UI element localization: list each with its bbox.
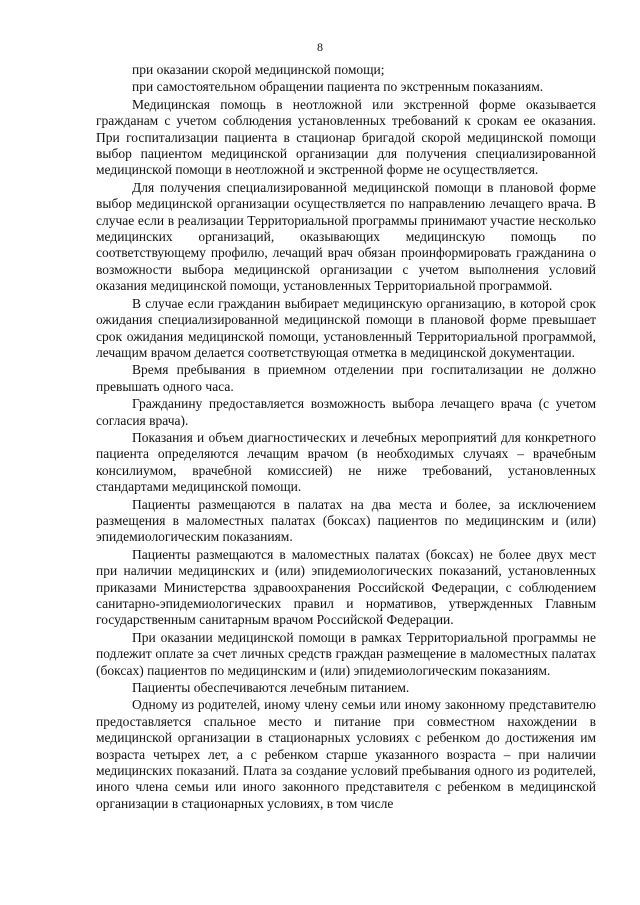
- paragraph: Пациенты размещаются в маломестных палатах (боксах) не более двух мест при наличии медицинских и (или) эпидемиологических показаний, установленных приказами Министерства здравоохранения Российской Федерации, с соблюдением санитарно-эпидемиологических правил и нормативов, утвержденных Главным государственным санитарным врачом Российской Федерации.: [96, 546, 596, 628]
- paragraph: при оказании скорой медицинской помощи;: [132, 62, 385, 77]
- paragraph: при самостоятельном обращении пациента по экстренным показаниям.: [132, 79, 544, 95]
- paragraph: При оказании медицинской помощи в рамках Территориальной программы не подлежит оплате за счет личных средств граждан размещение в маломестных палатах (боксах) пациентов по медицинским и (или) эпидемиологическим показаниям.: [96, 629, 596, 678]
- paragraph: В случае если гражданин выбирает медицинскую организацию, в которой срок ожидания специализированной медицинской помощи в плановой форме превышает срок ожидания медицинской помощи, установленный Территориальной программой, лечащим врачом делается соответствующая отметка в медицинской документации.: [96, 295, 596, 360]
- page-number: 8: [317, 40, 323, 54]
- paragraph: Время пребывания в приемном отделении при госпитализации не должно превышать одного часа.: [96, 362, 596, 394]
- paragraph: Гражданину предоставляется возможность выбора лечащего врача (с учетом согласия врача).: [96, 396, 596, 428]
- paragraph: Одному из родителей, иному члену семьи или иному законному представителю предоставляется спальное место и питание при совместном нахождении в медицинской организации в стационарных условиях с ребенком до достижения им возраста четырех лет, а с ребенком старше указанного возраста – при наличии медицинских показаний. Плата за создание условий пребывания одного из родителей, иного члена семьи или иного законного представителя с ребенком в медицинской организации в стационарных условиях, в том числе: [96, 697, 596, 811]
- paragraph: Показания и объем диагностических и лечебных мероприятий для конкретного пациента определяются лечащим врачом (в необходимых случаях – врачебным консилиумом, врачебной комиссией) не ниже требований, установленных стандартами медицинской помощи.: [96, 429, 596, 495]
- paragraph: Пациенты размещаются в палатах на два места и более, за исключением размещения в маломестных палатах (боксах) пациентов по медицинским и (или) эпидемиологическим показаниям.: [96, 496, 596, 545]
- paragraph: Пациенты обеспечиваются лечебным питанием.: [132, 680, 410, 696]
- document-body: [96, 62, 596, 812]
- paragraph: Медицинская помощь в неотложной или экстренной форме оказывается гражданам с учетом соблюдения установленных требований к срокам ее оказания. При госпитализации пациента в стационар бригадой скорой медицинской помощи выбор пациентом медицинской организации для получения специализированной медицинской помощи в неотложной и экстренной форме не осуществляется.: [96, 96, 596, 178]
- paragraph: Для получения специализированной медицинской помощи в плановой форме выбор медицинской организации осуществляется по направлению лечащего врача. В случае если в реализации Территориальной программы принимают участие несколько медицинских организаций, оказывающих медицинскую помощь по соответствующему профилю, лечащий врач обязан проинформировать гражданина о возможности выбора медицинской организации с учетом выполнения условий оказания медицинской помощи, установленных Территориальной программой.: [96, 179, 596, 294]
